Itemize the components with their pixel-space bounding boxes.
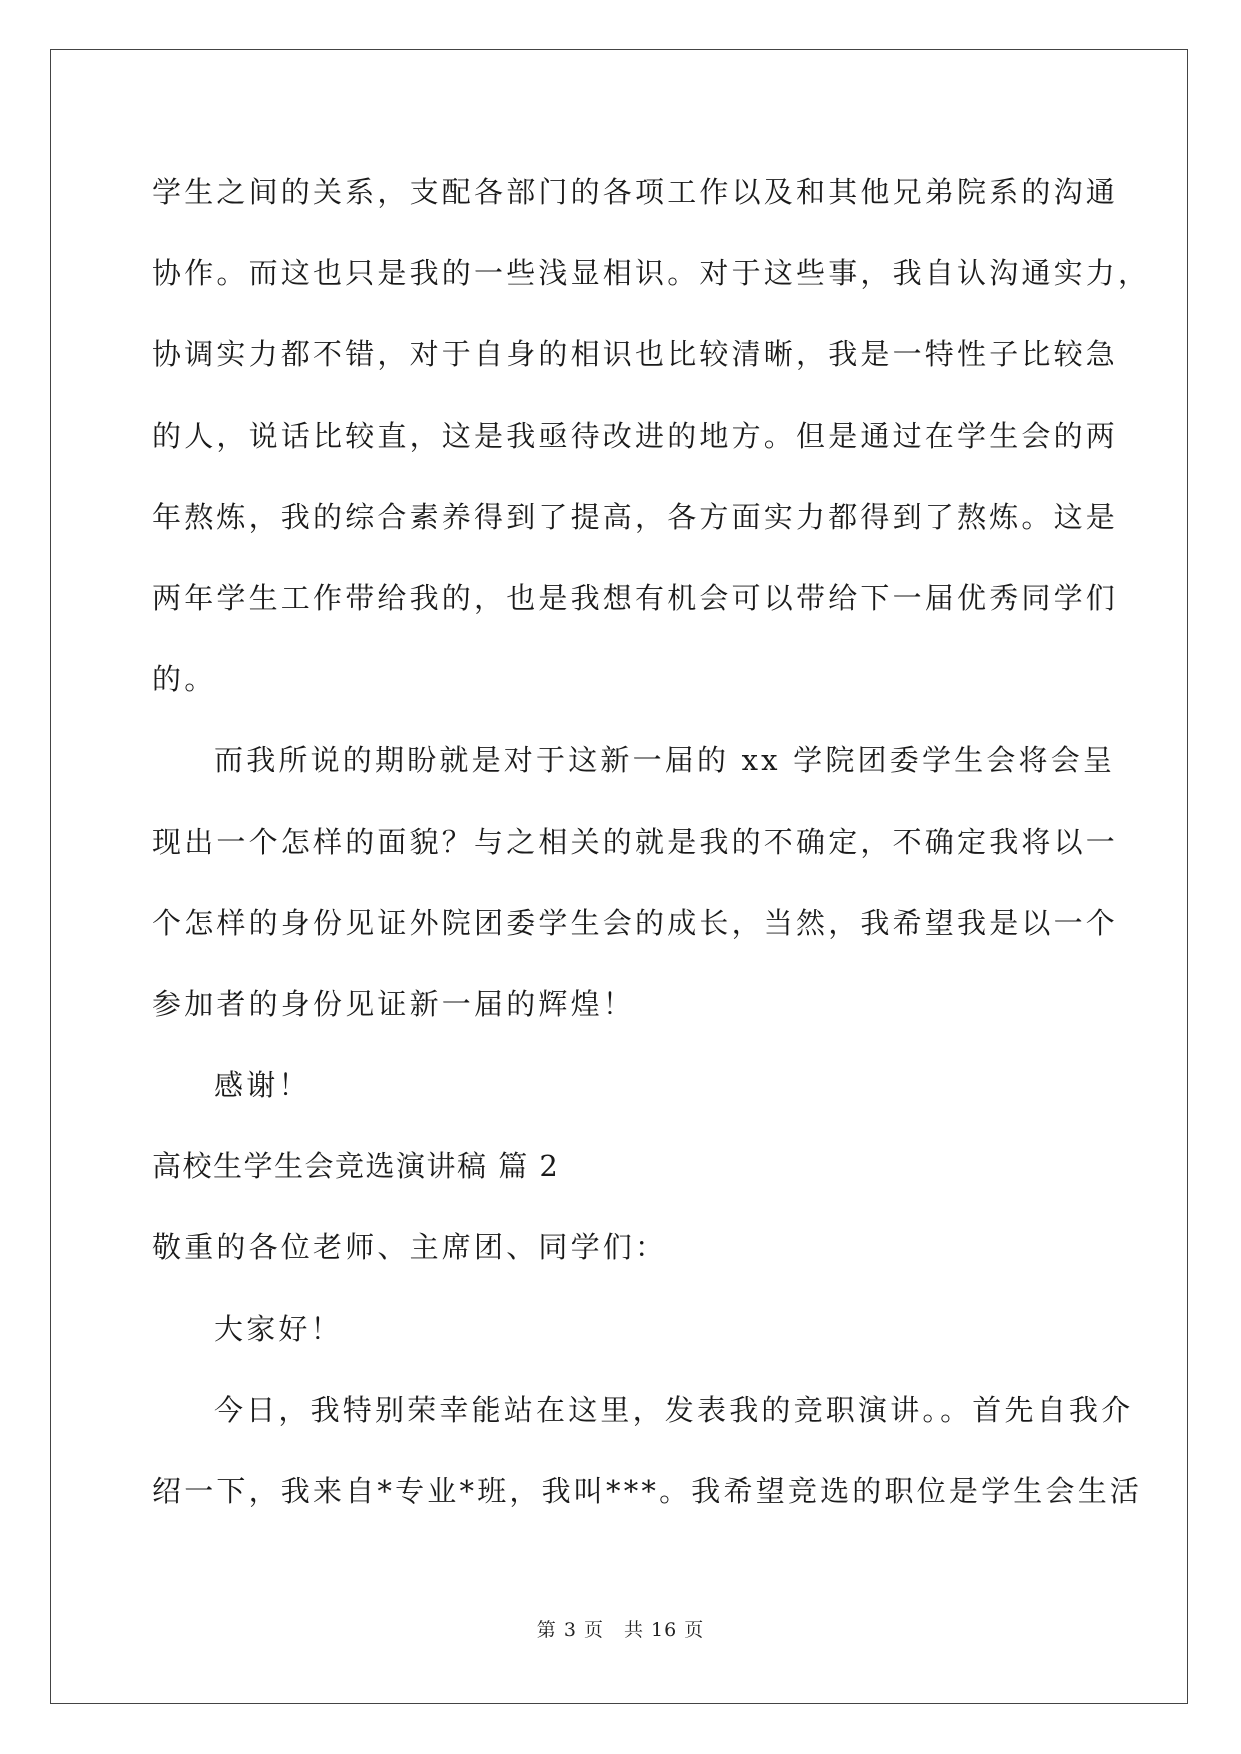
paragraph-line: 协调实力都不错，对于自身的相识也比较清晰，我是一特性子比较急 [152, 337, 1119, 372]
thanks-line: 感谢！ [214, 1068, 311, 1103]
paragraph-line: 个怎样的身份见证外院团委学生会的成长，当然，我希望我是以一个 [152, 905, 1119, 940]
paragraph-line: 年熬炼，我的综合素养得到了提高，各方面实力都得到了熬炼。这是 [152, 499, 1119, 534]
paragraph-line: 现出一个怎样的面貌？与之相关的就是我的不确定，不确定我将以一 [152, 824, 1119, 859]
page-number-footer: 第 3 页 共 16 页 [536, 1619, 705, 1641]
paragraph-line: 学生之间的关系，支配各部门的各项工作以及和其他兄弟院系的沟通 [152, 175, 1119, 209]
paragraph-line: 两年学生工作带给我的，也是我想有机会可以带给下一届优秀同学们 [152, 580, 1119, 615]
paragraph-line: 的。 [152, 662, 217, 697]
paragraph-line: 参加者的身份见证新一届的辉煌！ [152, 986, 636, 1021]
section-heading: 高校生学生会竞选演讲稿 篇 2 [152, 1149, 560, 1184]
salutation-line: 敬重的各位老师、主席团、同学们： [152, 1230, 668, 1265]
document-body [152, 162, 1151, 1542]
greeting-line: 大家好！ [214, 1311, 343, 1346]
paragraph-line: 今日，我特别荣幸能站在这里，发表我的竞职演讲。。首先自我介 [214, 1392, 1134, 1427]
paragraph-line: 而我所说的期盼就是对于这新一届的 xx 学院团委学生会将会呈 [214, 743, 1116, 778]
paragraph-line: 绍一下，我来自*专业*班，我叫***。我希望竞选的职位是学生会生活 [152, 1474, 1143, 1508]
paragraph-line: 协作。而这也只是我的一些浅显相识。对于这些事，我自认沟通实力， [152, 256, 1151, 291]
paragraph-line: 的人，说话比较直，这是我亟待改进的地方。但是通过在学生会的两 [152, 418, 1119, 453]
